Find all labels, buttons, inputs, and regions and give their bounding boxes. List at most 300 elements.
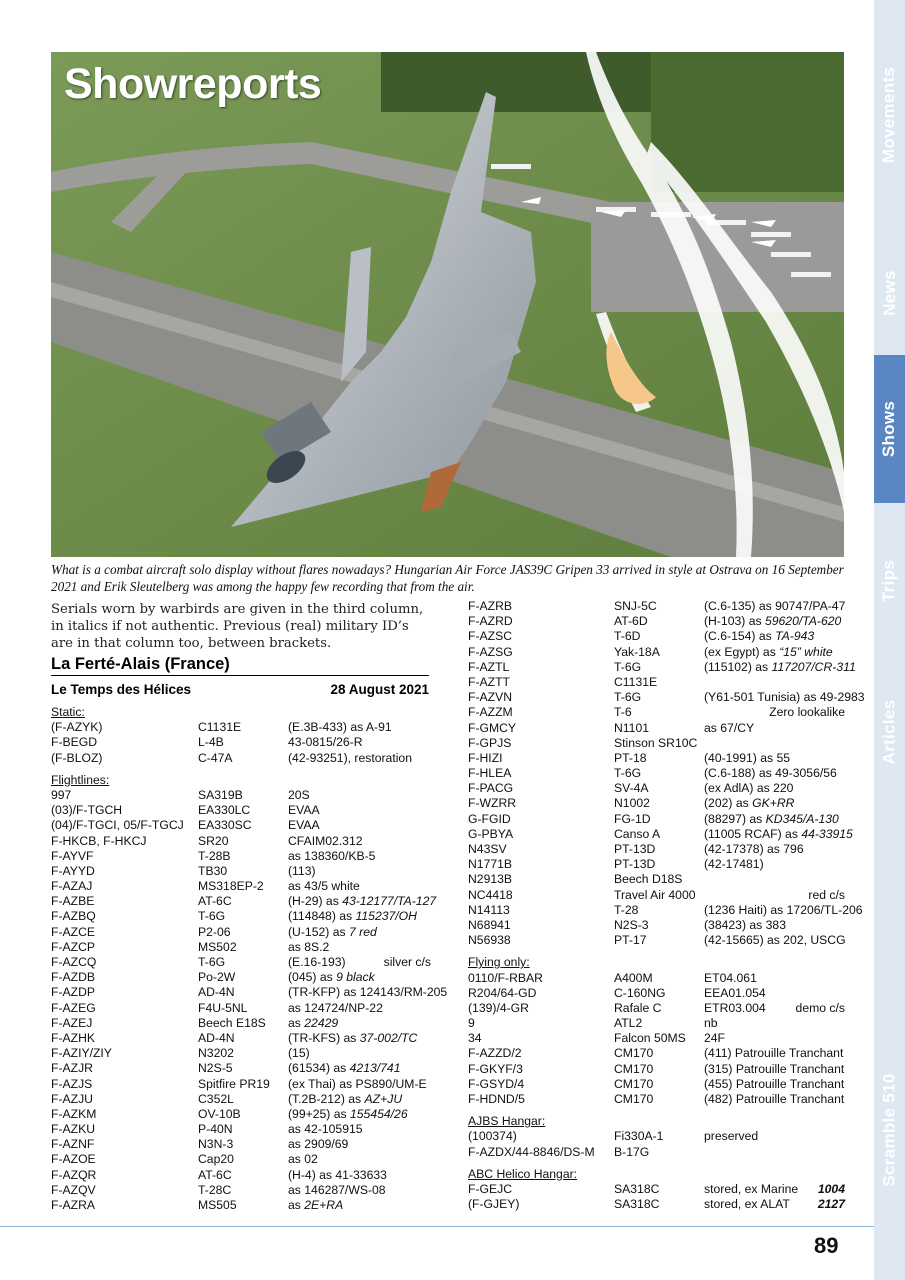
info-text: (202) as (704, 796, 753, 811)
serial-info (288, 1031, 417, 1046)
serial-info (288, 1077, 427, 1092)
info-text: (TR-KFS) as (288, 1030, 360, 1045)
serial-row (468, 1077, 845, 1092)
section-title: Showreports (64, 60, 322, 108)
registration: F-AZSG (468, 644, 513, 659)
serial-row (468, 918, 845, 933)
serial-row (51, 1137, 431, 1152)
info-text: (113) (288, 863, 316, 878)
serial-row (51, 788, 431, 803)
aircraft-type: N3N-3 (198, 1137, 234, 1152)
aircraft-type: N2S-3 (614, 917, 649, 932)
registration: N56938 (468, 933, 511, 948)
info-text: preserved (704, 1129, 759, 1144)
aircraft-type: SR20 (198, 833, 229, 848)
serial-info (288, 735, 363, 750)
aircraft-type: AD-4N (198, 985, 235, 1000)
aircraft-type: CM170 (614, 1076, 654, 1091)
serial-row (468, 1197, 845, 1212)
registration: F-GMCY (468, 720, 517, 735)
serial-row (51, 1168, 431, 1183)
info-text: CFAIM02.312 (288, 833, 363, 848)
registration: F-HLEA (468, 766, 512, 781)
serial-row (468, 986, 845, 1001)
aircraft-type: Fi330A-1 (614, 1129, 664, 1144)
registration: 0110/F-RBAR (468, 970, 543, 985)
list-gap (468, 948, 845, 955)
aircraft-type: T-6G (614, 766, 642, 781)
aircraft-type: MS502 (198, 939, 237, 954)
info-text: (E.16-193) (288, 955, 346, 969)
serial-info (288, 970, 375, 985)
info-text: as 42-105915 (288, 1122, 363, 1137)
info-text: (E.3B-433) as A-91 (288, 720, 392, 735)
list-subheader: Flying only: (468, 955, 530, 970)
aircraft-type: C352L (198, 1091, 234, 1106)
info-italic: 59620/TA-620 (764, 614, 842, 629)
info-text: (H-4) as 41-33633 (288, 1167, 387, 1182)
registration: N68941 (468, 917, 511, 932)
serial-info (288, 1092, 402, 1107)
list-subheader: Static: (51, 705, 85, 719)
serial-row (468, 902, 863, 918)
aircraft-type: AT-6D (614, 614, 648, 629)
registration: F-AYYD (51, 863, 95, 878)
registration: G-FGID (468, 811, 511, 826)
serial-row (51, 1016, 431, 1031)
registration: F-AZDP (51, 985, 96, 1000)
aircraft-type: Travel Air 4000 (614, 887, 696, 902)
info-text: 24F (704, 1031, 726, 1046)
aircraft-type: N2S-5 (198, 1061, 233, 1076)
hero-photo (51, 52, 844, 557)
tab-issue[interactable] (874, 1030, 905, 1230)
registration: F-AZJR (51, 1061, 93, 1076)
info-text: as 138360/KB-5 (288, 848, 376, 863)
serial-info (288, 1016, 338, 1031)
info-text: (455) Patrouille Tranchant (704, 1076, 845, 1091)
registration: N43SV (468, 842, 507, 856)
aircraft-type: ATL2 (614, 1016, 643, 1031)
serial-row (51, 751, 431, 766)
aircraft-type: N3202 (198, 1046, 234, 1061)
aircraft-type: T-6G (198, 955, 226, 969)
serial-info (704, 599, 845, 614)
info-note: Zero lookalike (769, 705, 845, 720)
serial-row (51, 1001, 431, 1016)
registration: F-AZTT (468, 674, 510, 689)
serial-info (704, 796, 794, 811)
registration: F-AZCQ (51, 955, 97, 969)
serial-row (51, 970, 431, 985)
serial-info (288, 834, 363, 849)
info-text: as 146287/WS-08 (288, 1182, 386, 1197)
info-text: (15) (288, 1046, 310, 1061)
registration: F-GPJS (468, 735, 512, 750)
registration: F-AZHK (51, 1030, 96, 1045)
serial-row (468, 1031, 845, 1046)
aircraft-type: PT-13D (614, 842, 656, 856)
aircraft-type: L-4B (198, 735, 224, 750)
registration: F-AZCP (51, 939, 96, 954)
aircraft-type: F4U-5NL (198, 1000, 248, 1015)
serial-info (288, 955, 346, 970)
registration: N1771B (468, 857, 513, 872)
serial-row (468, 629, 845, 644)
aircraft-type: T-6G (198, 909, 226, 924)
registration: F-GSYD/4 (468, 1076, 525, 1091)
registration: (F-AZYK) (51, 720, 103, 735)
serial-row (51, 720, 431, 735)
info-text: (114848) as (288, 909, 356, 924)
registration: F-AZSC (468, 629, 513, 644)
serial-info (704, 918, 786, 933)
serial-row (468, 888, 845, 903)
serial-info (288, 985, 447, 1000)
registration: F-PACG (468, 781, 514, 796)
serial-row (51, 879, 431, 894)
registration: N2913B (468, 872, 513, 887)
aircraft-type: AT-6C (198, 894, 232, 909)
serial-info (288, 803, 320, 818)
aircraft-type: OV-10B (198, 1106, 241, 1121)
info-text: (315) Patrouille Tranchant (704, 1061, 845, 1076)
serial-row (51, 1183, 431, 1198)
registration: F-AZOE (51, 1152, 96, 1167)
aircraft-type: Beech E18S (198, 1015, 266, 1030)
info-italic: 7 red (348, 924, 377, 939)
aircraft-type: SA319B (198, 787, 243, 802)
serial-info (704, 1129, 758, 1144)
registration: N14113 (468, 902, 510, 917)
serial-row (468, 705, 845, 720)
serial-row (51, 1046, 431, 1061)
list-gap (468, 1160, 845, 1167)
tab-movements[interactable] (874, 0, 905, 230)
event-title: La Ferté-Alais (France) (51, 655, 429, 676)
serial-info (704, 690, 865, 705)
info-italic: KD345/A-130 (765, 811, 839, 826)
serial-info (288, 1168, 387, 1183)
info-italic: 115237/OH (355, 909, 417, 924)
tab-trips[interactable] (874, 503, 905, 658)
aircraft-type: P-40N (198, 1122, 233, 1137)
serials-list-right (468, 599, 865, 1212)
serial-info (288, 1001, 383, 1016)
serial-info (288, 720, 392, 735)
aircraft-type: SA318C (614, 1181, 660, 1196)
info-text: (ex Thai) as PS890/UM-E (288, 1076, 427, 1091)
event-subtitle: Le Temps des Hélices (51, 682, 192, 697)
info-text: as 2909/69 (288, 1137, 349, 1152)
serial-info (288, 1183, 386, 1198)
registration: F-AZRD (468, 614, 513, 629)
info-text: ETR03.004 (704, 1000, 766, 1015)
serial-info (704, 1001, 766, 1016)
registration: (03)/F-TGCH (51, 803, 123, 818)
info-text: (C.6-154) as (704, 629, 776, 644)
info-italic: 4213/741 (349, 1061, 401, 1076)
aircraft-type: SNJ-5C (614, 599, 657, 613)
info-text: as 02 (288, 1152, 318, 1167)
photo-caption: What is a combat aircraft solo display without flares nowadays? Hungarian Air Force JAS39C Gripen 33 arrived in style at Ostrava on 16 September 2021 and Erik Sleutelberg was among the happy few recording that from the air. (51, 562, 844, 594)
info-text: (40-1991) as 55 (704, 750, 791, 765)
info-text: as 67/CY (704, 720, 755, 735)
info-italic: 43-12177/TA-127 (342, 894, 437, 909)
serial-row (51, 955, 431, 970)
serial-info (704, 903, 863, 918)
info-id: 2127 (817, 1197, 845, 1212)
serial-info (704, 986, 766, 1001)
registration: F-AZAJ (51, 879, 93, 894)
serial-row (468, 1016, 845, 1031)
aircraft-type: AT-6C (198, 1167, 232, 1182)
serial-info (704, 1062, 844, 1077)
registration: F-AZRB (468, 599, 513, 613)
aircraft-type: Canso A (614, 826, 661, 841)
aircraft-type: C-160NG (614, 985, 666, 1000)
registration: 9 (468, 1016, 475, 1031)
info-note: demo c/s (795, 1000, 845, 1015)
tab-label: News (879, 269, 899, 316)
info-text: EVAA (288, 803, 320, 818)
info-text: (42-15665) as 202, USCG (704, 933, 846, 948)
info-italic: 2E+RA (304, 1198, 344, 1212)
serial-info (704, 1046, 843, 1061)
serial-row (468, 796, 845, 811)
registration: F-AZIY/ZIY (51, 1046, 112, 1061)
gripen-flare-photo (51, 52, 844, 557)
aircraft-type: P2-06 (198, 924, 231, 939)
serial-row (468, 721, 845, 736)
aircraft-type: CM170 (614, 1092, 654, 1106)
serial-info (704, 1031, 725, 1046)
info-italic: 117207/CR-311 (771, 659, 856, 674)
aircraft-type: T-6G (614, 659, 642, 674)
serial-row (51, 1152, 431, 1167)
tab-label: Articles (879, 699, 899, 765)
serial-row (468, 812, 845, 827)
aircraft-type: Spitfire PR19 (198, 1076, 270, 1091)
serial-row (468, 1046, 845, 1061)
serial-info (704, 1182, 798, 1197)
aircraft-type: Yak-18A (614, 644, 660, 659)
aircraft-type: PT-18 (614, 750, 647, 765)
info-text: as (288, 1015, 305, 1030)
registration: F-AZZD/2 (468, 1046, 522, 1061)
serial-row (468, 766, 845, 781)
registration: 997 (51, 787, 72, 802)
serial-info (288, 909, 417, 924)
list-gap (468, 1107, 845, 1114)
serial-row (51, 1092, 431, 1107)
info-italic: AZ+JU (364, 1091, 403, 1106)
serial-row (468, 659, 856, 675)
aircraft-type: T-28 (614, 902, 639, 917)
serial-info (704, 842, 804, 857)
info-text: EEA01.054 (704, 985, 766, 1000)
aircraft-type: T-28B (198, 848, 231, 863)
list-gap (51, 766, 431, 773)
serial-info (704, 933, 846, 948)
serial-info (288, 925, 377, 940)
serial-info (704, 660, 856, 675)
serial-row (468, 736, 845, 751)
registration: F-GEJC (468, 1181, 513, 1196)
info-italic: “15” white (779, 644, 833, 659)
registration: (139)/4-GR (468, 1000, 529, 1015)
info-text: (ex Egypt) as (704, 644, 780, 659)
registration: F-AZDB (51, 970, 96, 985)
info-text: (C.6-135) as 90747/PA-47 (704, 599, 846, 613)
footer-divider (0, 1226, 874, 1227)
tab-articles[interactable] (874, 658, 905, 806)
serial-row (468, 675, 845, 690)
serial-info (288, 1137, 348, 1152)
registration: NC4418 (468, 887, 513, 902)
serial-row (468, 826, 853, 842)
serial-info (704, 1077, 844, 1092)
info-italic: 22429 (304, 1015, 339, 1030)
serial-row (51, 803, 431, 818)
registration: (F-BLOZ) (51, 750, 103, 765)
aircraft-type: Cap20 (198, 1152, 234, 1167)
serial-info (288, 864, 316, 879)
serial-row (468, 690, 865, 705)
registration: F-AZEG (51, 1000, 96, 1015)
serial-row (468, 1001, 845, 1016)
aircraft-type: N1002 (614, 796, 650, 811)
info-text: stored, ex Marine (704, 1181, 799, 1196)
info-text: nb (704, 1016, 718, 1031)
info-text: ET04.061 (704, 970, 757, 985)
serial-row (51, 834, 431, 849)
registration: (F-GJEY) (468, 1197, 520, 1212)
aircraft-type: Beech D18S (614, 872, 683, 887)
serial-row (468, 971, 845, 986)
list-subheader: AJBS Hangar: (468, 1114, 546, 1129)
aircraft-type: Falcon 50MS (614, 1031, 686, 1046)
serial-info (704, 614, 841, 629)
event-date: 28 August 2021 (330, 682, 429, 697)
aircraft-type: T-6G (614, 690, 642, 705)
aircraft-type: B-17G (614, 1144, 650, 1159)
aircraft-type: FG-1D (614, 811, 651, 826)
serial-info (704, 827, 853, 842)
list-subheader: Flightlines: (51, 772, 110, 787)
info-italic: 44-33915 (801, 826, 853, 841)
registration: F-BEGD (51, 735, 98, 750)
info-text: (42-93251), restoration (288, 750, 412, 765)
info-italic: 155454/26 (350, 1106, 408, 1121)
serial-info (704, 751, 790, 766)
info-text: (C.6-188) as 49-3056/56 (704, 766, 837, 781)
aircraft-type: MS318EP-2 (198, 879, 264, 894)
info-italic: GK+RR (752, 796, 795, 811)
info-text: (U-152) as (288, 924, 349, 939)
registration: F-AYVF (51, 848, 94, 863)
serial-row (468, 751, 845, 766)
tab-shows[interactable] (874, 355, 905, 503)
info-text: (045) as (288, 970, 337, 985)
serial-row (51, 985, 448, 1000)
serial-info (288, 1046, 310, 1061)
tab-news[interactable] (874, 230, 905, 355)
registration: F-HDND/5 (468, 1092, 525, 1106)
serial-info (704, 1197, 790, 1212)
serial-info (704, 857, 764, 872)
aircraft-type: EA330SC (198, 818, 252, 833)
info-text: (99+25) as (288, 1106, 350, 1121)
serial-row (51, 1122, 431, 1137)
serial-info (704, 645, 833, 660)
serial-info (288, 894, 436, 909)
tab-label: Trips (879, 559, 899, 602)
registration: F-AZDX/44-8846/DS-M (468, 1144, 595, 1159)
serial-info (288, 849, 375, 864)
aircraft-type: T-6D (614, 629, 641, 644)
aircraft-type: T-6 (614, 705, 632, 720)
intro-paragraph: Serials worn by warbirds are given in the third column, in italics if not authentic. Previous (real) military ID’s are in that column too, between brackets. (51, 602, 424, 651)
section-sidebar (874, 0, 905, 1280)
registration: (100374) (468, 1129, 517, 1144)
serial-row (468, 1062, 845, 1077)
info-text: as 124724/NP-22 (288, 1000, 383, 1015)
serial-info (704, 1092, 844, 1107)
aircraft-type: C-47A (198, 750, 233, 765)
registration: F-GKYF/3 (468, 1061, 523, 1076)
serial-info (704, 629, 814, 644)
info-text: as 8S.2 (288, 939, 330, 954)
info-text: (482) Patrouille Tranchant (704, 1092, 845, 1106)
registration: F-AZBE (51, 894, 95, 909)
info-text: (ex AdlA) as 220 (704, 781, 794, 796)
serial-row (51, 1031, 431, 1046)
registration: F-HKCB, F-HKCJ (51, 833, 147, 848)
info-italic: 37-002/TC (359, 1030, 418, 1045)
aircraft-type: Po-2W (198, 970, 236, 985)
serial-info (288, 818, 320, 833)
list-subheader: ABC Helico Hangar: (468, 1166, 578, 1181)
tab-label: Movements (879, 66, 899, 164)
registration: F-AZQR (51, 1167, 97, 1182)
registration: F-AZTL (468, 659, 510, 674)
serial-row (468, 842, 845, 857)
info-italic: 9 black (336, 970, 375, 985)
info-text: (42-17378) as 796 (704, 842, 804, 856)
info-note: silver c/s (383, 955, 431, 969)
aircraft-type: A400M (614, 970, 653, 985)
aircraft-type: TB30 (198, 863, 228, 878)
serial-info (704, 721, 754, 736)
info-text: (411) Patrouille Tranchant (704, 1046, 844, 1061)
aircraft-type: N1101 (614, 720, 650, 735)
registration: F-AZQV (51, 1182, 96, 1197)
info-text: (38423) as 383 (704, 917, 786, 932)
info-text: as 43/5 white (288, 879, 360, 894)
registration: G-PBYA (468, 826, 514, 841)
registration: F-AZVN (468, 690, 513, 705)
serial-row (51, 849, 431, 864)
serial-info (704, 766, 837, 781)
event-subtitle-row (51, 682, 429, 697)
serial-info (704, 971, 757, 986)
aircraft-type: C1131E (614, 674, 658, 689)
aircraft-type: T-28C (198, 1182, 232, 1197)
aircraft-type: PT-17 (614, 933, 647, 948)
serial-info (704, 812, 839, 827)
registration: F-AZJU (51, 1091, 93, 1106)
